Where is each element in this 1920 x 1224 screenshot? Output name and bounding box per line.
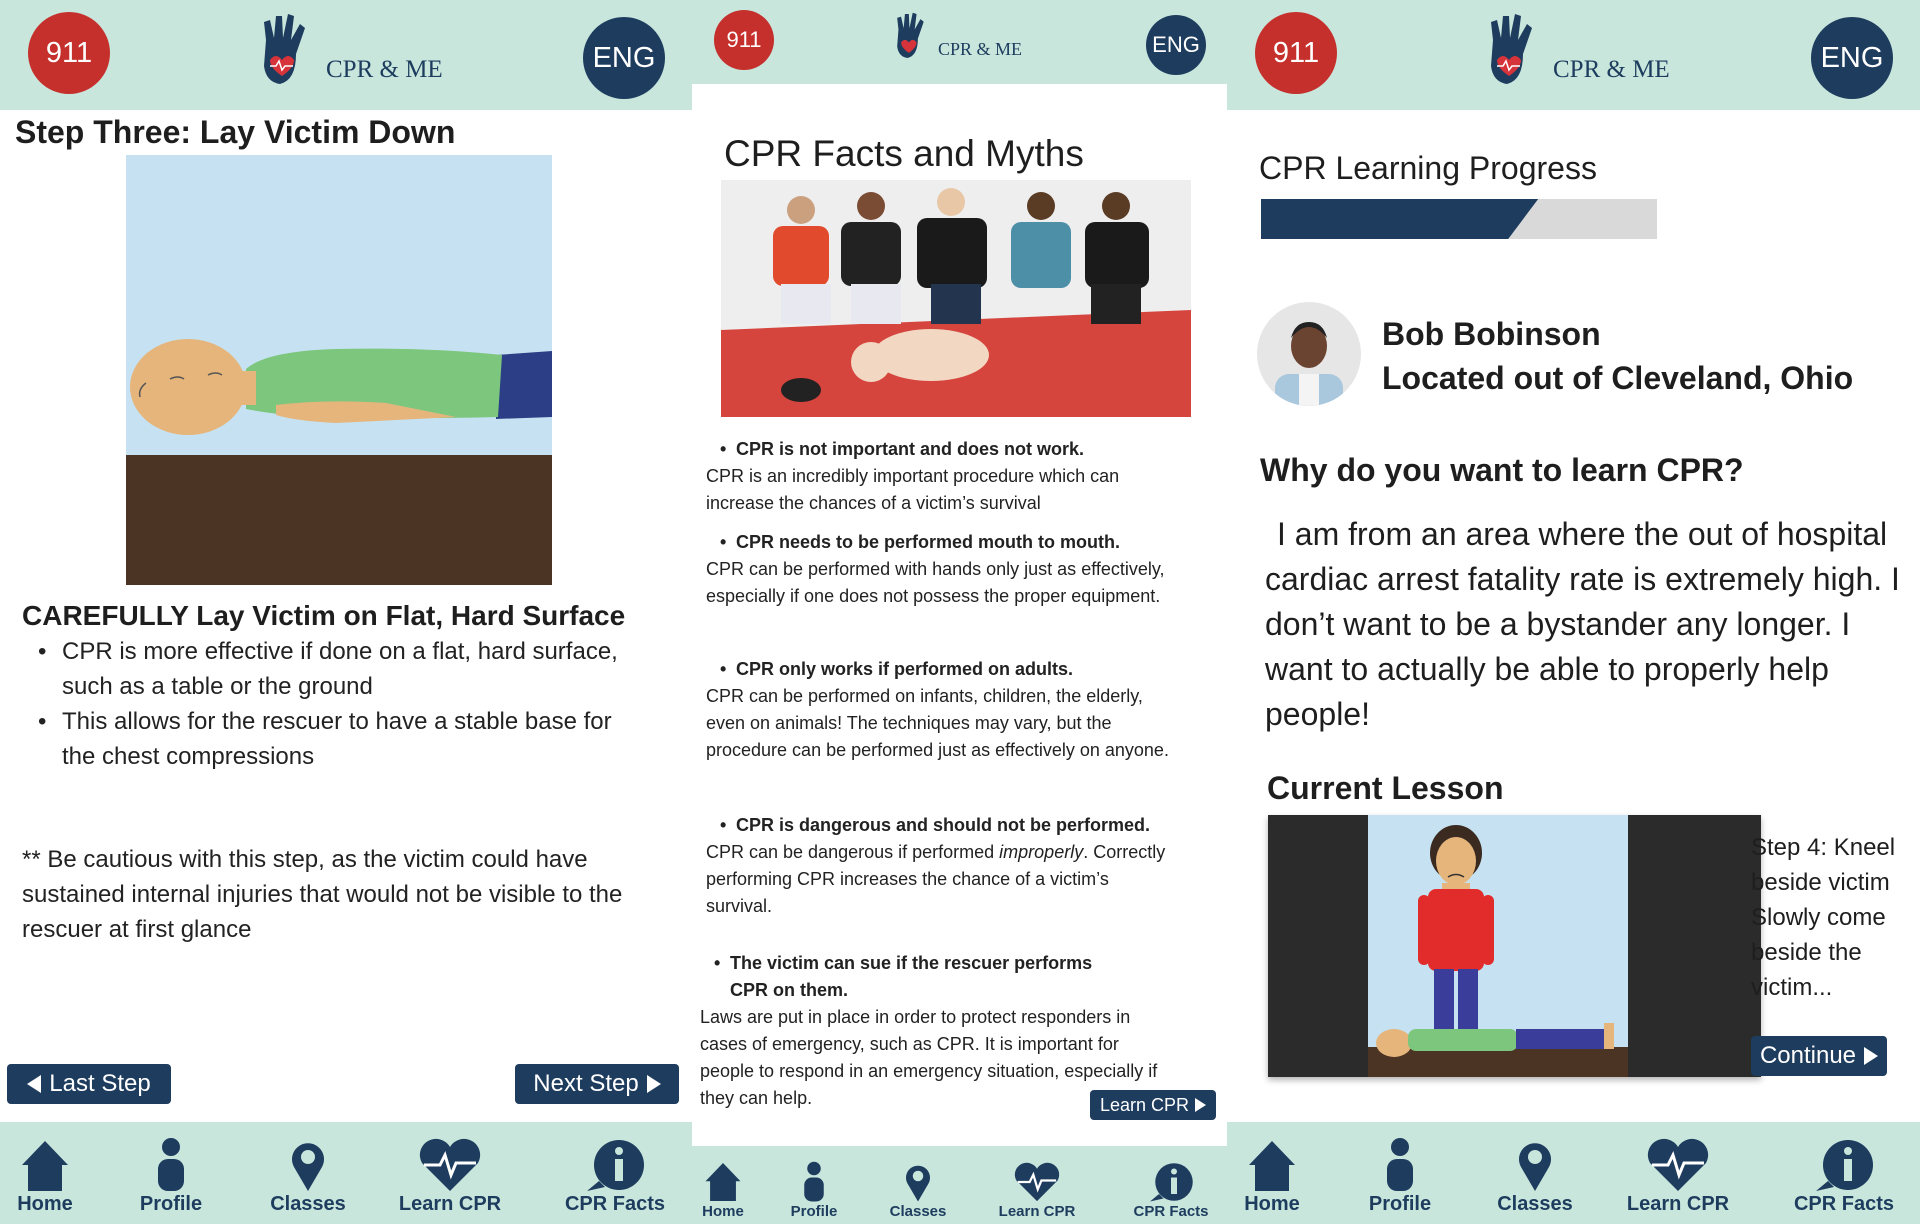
right-arrow-icon — [647, 1075, 661, 1093]
info-icon — [1812, 1137, 1876, 1193]
nav-profile-label: Profile — [139, 1193, 203, 1215]
heart-pulse-icon — [416, 1137, 484, 1193]
fact-3-text: CPR can be performed on infants, children, the elderly, even on animals! The techniques may vary, but the procedure can be performed just as effectively on anyone. — [706, 686, 1169, 760]
language-button[interactable]: ENG — [583, 17, 665, 99]
nav-home-label: Home — [702, 1203, 744, 1220]
nav-learn-cpr[interactable] — [1623, 1122, 1733, 1216]
learn-cpr-button[interactable] — [1090, 1090, 1216, 1120]
profile-icon — [154, 1137, 188, 1193]
fact-5 — [700, 950, 1170, 1112]
progress-bar — [1261, 199, 1657, 239]
nav-learn-cpr-label: Learn CPR — [398, 1193, 502, 1215]
nav-home-label: Home — [17, 1193, 73, 1215]
nav-classes-label: Classes — [889, 1203, 947, 1220]
nav-learn-cpr-label: Learn CPR — [998, 1203, 1076, 1220]
fact-1-myth: • CPR is not important and does not work. — [706, 436, 1176, 463]
step-subheading: CAREFULLY Lay Victim on Flat, Hard Surface — [22, 600, 626, 631]
home-icon — [20, 1139, 70, 1193]
profile-icon — [801, 1161, 827, 1203]
continue-button[interactable] — [1751, 1036, 1887, 1076]
lesson-title: Step 4: Kneel beside victim — [1751, 834, 1896, 896]
emergency-911-button[interactable]: 911 — [28, 12, 110, 94]
left-arrow-icon — [27, 1075, 41, 1093]
nav-cpr-facts-label: CPR Facts — [1133, 1203, 1209, 1220]
next-step-button[interactable] — [515, 1064, 679, 1104]
language-button[interactable]: ENG — [1146, 15, 1206, 75]
hand-heart-logo-icon — [892, 6, 936, 66]
bottom-nav — [0, 1122, 692, 1224]
info-icon — [1147, 1161, 1195, 1203]
cpr-class-photo — [721, 180, 1191, 417]
nav-classes-label: Classes — [1497, 1193, 1573, 1215]
nav-cpr-facts[interactable] — [560, 1122, 670, 1216]
nav-learn-cpr[interactable] — [992, 1146, 1082, 1220]
emergency-911-button[interactable]: 911 — [714, 10, 774, 70]
home-icon — [1247, 1139, 1297, 1193]
fact-4-myth: • CPR is dangerous and should not be performed. — [706, 812, 1176, 839]
location-pin-icon — [1515, 1137, 1555, 1193]
app-logo — [1483, 10, 1670, 90]
page-title: CPR Facts and Myths — [724, 133, 1084, 174]
app-name: CPR & ME — [1553, 56, 1670, 83]
hand-heart-logo-icon — [256, 10, 324, 90]
continue-label: Continue — [1759, 1042, 1857, 1069]
fact-2-myth: • CPR needs to be performed mouth to mouth. — [706, 529, 1176, 556]
hand-heart-logo-icon — [1483, 10, 1551, 90]
app-header — [1227, 0, 1920, 110]
step-bullet-1: • CPR is more effective if done on a flat, hard surface, such as a table or the ground — [62, 634, 642, 704]
lay-victim-illustration — [126, 155, 552, 585]
nav-classes[interactable] — [268, 1122, 348, 1216]
nav-home[interactable] — [10, 1122, 80, 1216]
nav-cpr-facts[interactable] — [1126, 1146, 1216, 1220]
info-icon — [583, 1137, 647, 1193]
nav-classes[interactable] — [1495, 1122, 1575, 1216]
user-location: Located out of Cleveland, Ohio — [1382, 360, 1854, 396]
progress-title: CPR Learning Progress — [1259, 150, 1597, 186]
right-arrow-icon — [1864, 1047, 1878, 1065]
app-logo — [256, 10, 443, 90]
nav-cpr-facts[interactable] — [1789, 1122, 1899, 1216]
fact-2-text: CPR can be performed with hands only just as effectively, especially if one does not possess the proper equipment. — [706, 559, 1165, 606]
nav-profile-label: Profile — [790, 1203, 838, 1220]
caution-note: ** Be cautious with this step, as the victim could have sustained internal injuries that would not be visible to the rescuer at first glance — [22, 846, 623, 943]
nav-learn-cpr[interactable] — [395, 1122, 505, 1216]
nav-home[interactable] — [698, 1146, 748, 1220]
question-heading: Why do you want to learn CPR? — [1260, 452, 1744, 488]
avatar — [1257, 302, 1361, 406]
fact-4 — [706, 812, 1176, 920]
fact-2 — [706, 529, 1176, 610]
fact-5-text: Laws are put in place in order to protect responders in cases of emergency, such as CPR. It is important for people to respond in an emergency situation, especially if they can help. — [700, 1007, 1158, 1108]
fact-3 — [706, 656, 1176, 764]
fact-1 — [706, 436, 1176, 517]
app-name: CPR & ME — [326, 56, 443, 83]
screen-step-three — [0, 0, 692, 1224]
emergency-911-button[interactable]: 911 — [1255, 12, 1337, 94]
fact-4-text: CPR can be dangerous if performed improperly. Correctly performing CPR increases the chance of a victim’s survival. — [706, 842, 1166, 916]
nav-profile-label: Profile — [1368, 1193, 1432, 1215]
app-logo — [892, 6, 1022, 66]
location-pin-icon — [903, 1161, 933, 1203]
current-lesson-label: Current Lesson — [1267, 770, 1504, 806]
nav-cpr-facts-label: CPR Facts — [564, 1193, 666, 1215]
progress-bar-fill — [1261, 199, 1538, 239]
heart-pulse-icon — [1012, 1161, 1062, 1203]
step-bullet-2: • This allows for the rescuer to have a stable base for the chest compressions — [62, 704, 642, 774]
answer-text: I am from an area where the out of hospital cardiac arrest fatality rate is extremely high. I don’t want to be a bystander any longer. I want to actually be able to properly help people! — [1265, 516, 1900, 732]
next-step-label: Next Step — [533, 1070, 639, 1097]
fact-3-myth: • CPR only works if performed on adults. — [706, 656, 1176, 683]
nav-profile[interactable] — [784, 1146, 844, 1220]
lesson-description: Slowly come beside the victim... — [1751, 904, 1886, 1001]
nav-profile[interactable] — [136, 1122, 206, 1216]
user-name: Bob Bobinson — [1382, 316, 1601, 352]
fact-1-text: CPR is an incredibly important procedure which can increase the chances of a victim’s survival — [706, 466, 1120, 513]
profile-icon — [1383, 1137, 1417, 1193]
heart-pulse-icon — [1644, 1137, 1712, 1193]
nav-home-label: Home — [1244, 1193, 1300, 1215]
nav-home[interactable] — [1237, 1122, 1307, 1216]
app-header — [692, 0, 1227, 84]
screen-cpr-facts — [692, 0, 1227, 1224]
language-button[interactable]: ENG — [1811, 17, 1893, 99]
nav-cpr-facts-label: CPR Facts — [1793, 1193, 1895, 1215]
bottom-nav — [1227, 1122, 1920, 1224]
fact-5-myth: • The victim can sue if the rescuer performs CPR on them. — [700, 950, 1170, 1004]
app-name: CPR & ME — [938, 39, 1023, 59]
location-pin-icon — [288, 1137, 328, 1193]
lesson-thumbnail[interactable] — [1268, 815, 1761, 1077]
last-step-button[interactable] — [7, 1064, 171, 1104]
nav-profile[interactable] — [1365, 1122, 1435, 1216]
home-icon — [704, 1161, 742, 1203]
nav-learn-cpr-label: Learn CPR — [1626, 1193, 1730, 1215]
screen-profile — [1227, 0, 1920, 1224]
nav-classes[interactable] — [886, 1146, 950, 1220]
bottom-nav — [692, 1146, 1227, 1224]
app-header — [0, 0, 692, 110]
nav-classes-label: Classes — [270, 1193, 346, 1215]
learn-cpr-label: Learn CPR — [1099, 1094, 1190, 1115]
step-title: Step Three: Lay Victim Down — [15, 114, 456, 150]
last-step-label: Last Step — [49, 1070, 151, 1097]
right-arrow-icon — [1195, 1098, 1206, 1112]
